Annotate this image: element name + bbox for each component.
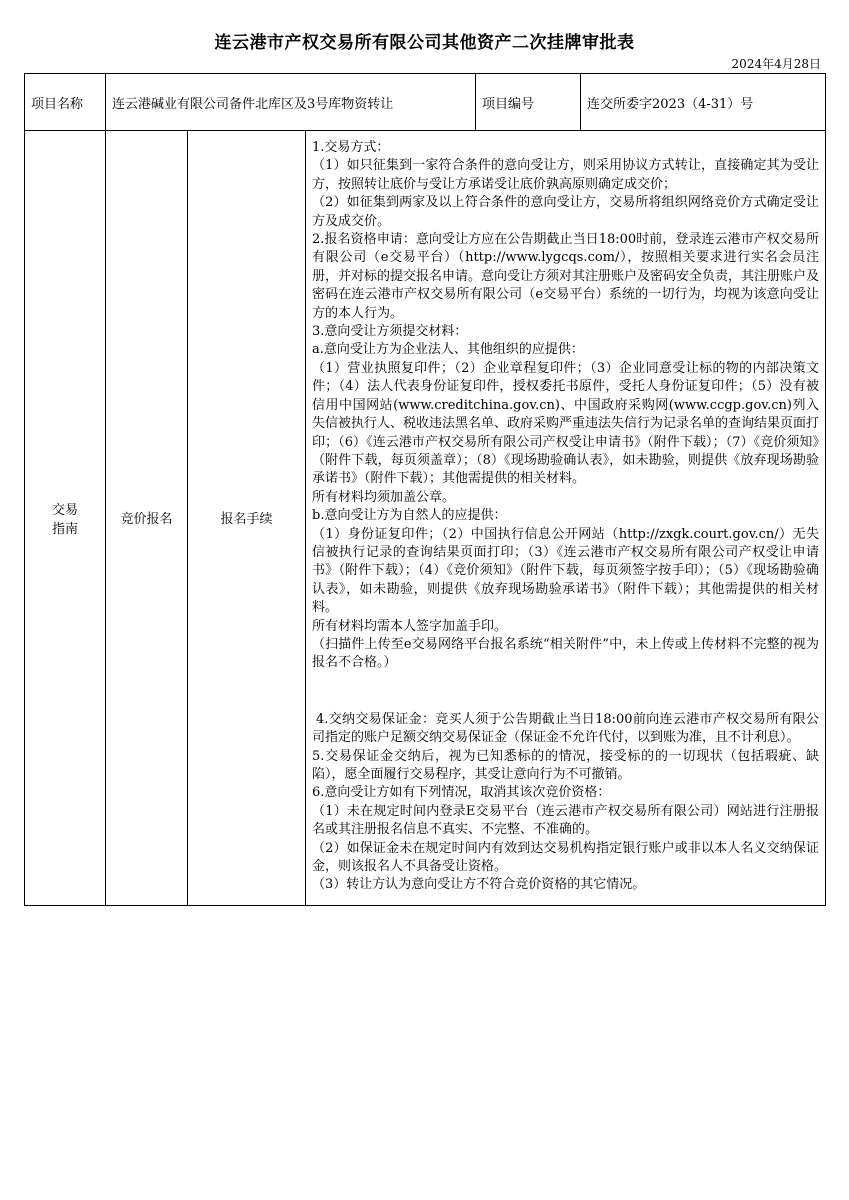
para-materials-b: b.意向受让方为自然人的应提供： [312,508,507,524]
project-no-label: 项目编号 [476,74,581,131]
para-disqualify-3: （3）转让方认为意向受让方不符合竞价资格的其它情况。 [312,877,646,893]
para-materials: 3.意向受让方须提交材料： [312,324,468,340]
para-trade-method-2: （2）如征集到两家及以上符合条件的意向受让方，交易所将组织网络竞价方式确定受让方及成交价。 [312,195,819,229]
form-date: 2024年4月28日 [731,57,821,71]
project-name-value: 连云港碱业有限公司备件北库区及3号库物资转让 [106,74,476,131]
para-materials-a-list: （1）营业执照复印件；（2）企业章程复印件；（3）企业同意受让标的物的内部决策文件；（4）法人代表身份证复印件，授权委托书原件，受托人身份证复印件；（5）没有被信用中国网站(www.creditchina.gov.cn)、中国政府采购网(www.ccgp.gov.cn)列入失信被执行人、税收违法黑名单、政府采购严重违法失信行为记录名单的查询结果页面打印；（6）《连云港市产权交易所有限公司产权受让申请书》（附件下载）；（7）《竞价须知》（附件下载，每页须盖章）；（8）《现场勘验确认表》，如未勘验，则提供《放弃现场勘验承诺书》（附件下载）；其他需提供的相关材料。 [312,360,820,487]
project-name-label: 项目名称 [25,74,106,131]
project-no-value: 连交所委字2023（4-31）号 [581,74,826,131]
para-trade-method-1: （1）如只征集到一家符合条件的意向受让方，则采用协议方式转让，直接确定其为受让方，按照转让底价与受让方承诺受让底价孰高原则确定成交价； [312,158,819,192]
para-deposit-effect: 5.交易保证金交纳后，视为已知悉标的的情况，接受标的的一切现状（包括瑕疵、缺陷），愿全面履行交易程序，其受让意向行为不可撤销。 [312,748,819,782]
spacer [312,673,819,711]
para-upload-note: （扫描件上传至e交易网络平台报名系统“相关附件”中，未上传或上传材料不完整的视为报名不合格。） [312,636,819,671]
header-row [25,74,826,131]
para-disqualify: 6.意向受让方如有下列情况，取消其该次竞价资格： [312,785,611,801]
para-materials-a: a.意向受让方为企业法人、其他组织的应提供： [312,342,584,358]
approval-table [24,73,826,906]
para-deposit: 4.交纳交易保证金：竞买人须于公告期截止当日18:00前向连云港市产权交易所有限公司指定的账户足额交纳交易保证金（保证金不允许代付，以到账为准，且不计利息）。 [312,711,819,746]
para-materials-a-seal: 所有材料均须加盖公章。 [312,489,456,505]
para-disqualify-2: （2）如保证金未在规定时间内有效到达交易机构指定银行账户或非以本人名义交纳保证金，则该报名人不具备受让资格。 [312,840,819,875]
para-materials-b-list: （1）身份证复印件；（2）中国执行信息公开网站（http://zxgk.court.gov.cn/）无失信被执行记录的查询结果页面打印；（3）《连云港市产权交易所有限公司产权受让申请书》（附件下载）；（4）《竞价须知》（附件下载，每页须签字按手印）；（5）《现场勘验确认表》，如未勘验，则提供《放弃现场勘验承诺书》（附件下载）；其他需提供的相关材料。 [312,526,819,616]
para-disqualify-1: （1）未在规定时间内登录E交易平台（连云港市产权交易所有限公司）网站进行注册报名或其注册报名信息不真实、不完整、不准确的。 [312,803,819,838]
form-title: 连云港市产权交易所有限公司其他资产二次挂牌审批表 [214,33,635,53]
para-materials-b-sign: 所有材料均需本人签字加盖手印。 [312,618,508,634]
guide-row [25,131,826,906]
trade-guide-label: 交易 指南 [25,131,106,906]
para-trade-method: 1.交易方式： [312,140,390,155]
para-qualification: 2.报名资格申请：意向受让方应在公告期截止当日18:00时前，登录连云港市产权交易所有限公司（e交易平台）（http://www.lygcqs.com/），按照相关要求进行实名会员注册，并对标的提交报名申请。意向受让方须对其注册账户及密码安全负责，其注册账户及密码在连云港市产权交易所有限公司（e交易平台）系统的一切行为，均视为该意向受让方的本人行为。 [312,232,820,321]
registration-procedure-label: 报名手续 [188,131,306,906]
bidding-registration-label: 竞价报名 [106,131,188,906]
procedure-content [306,131,826,906]
